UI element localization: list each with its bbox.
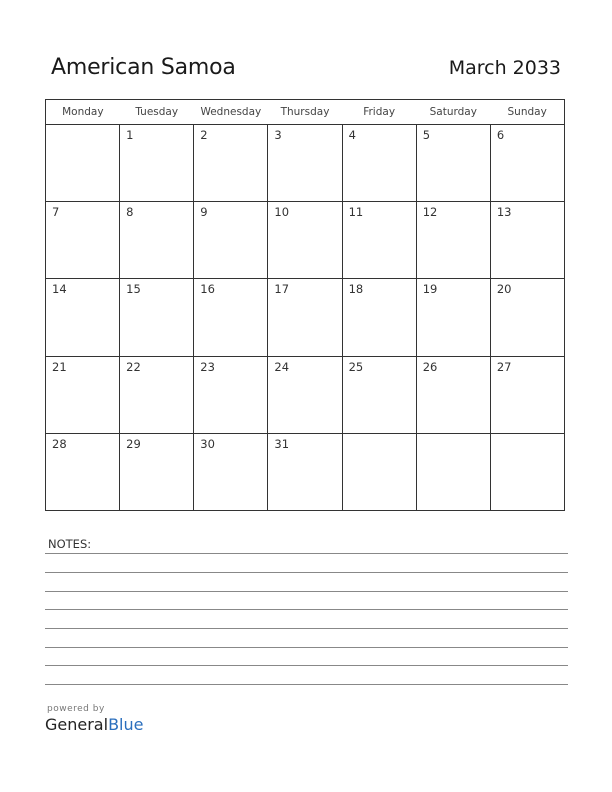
day-cell: 14 — [46, 279, 120, 356]
day-cell: 22 — [120, 356, 194, 433]
weekday-header: Monday — [46, 100, 120, 125]
day-cell: 17 — [268, 279, 342, 356]
notes-label: NOTES: — [48, 537, 92, 551]
day-cell: 28 — [46, 433, 120, 510]
weekday-header: Thursday — [268, 100, 342, 125]
day-cell — [416, 433, 490, 510]
day-cell: 18 — [342, 279, 416, 356]
month-title: March 2033 — [448, 57, 561, 79]
region-title: American Samoa — [51, 55, 236, 80]
week-row — [46, 125, 565, 202]
week-row — [46, 279, 565, 356]
weekday-header: Sunday — [490, 100, 564, 125]
note-line — [45, 665, 568, 666]
day-cell: 21 — [46, 356, 120, 433]
day-cell: 11 — [342, 202, 416, 279]
day-cell: 12 — [416, 202, 490, 279]
day-cell: 16 — [194, 279, 268, 356]
day-cell: 7 — [46, 202, 120, 279]
weekday-header: Friday — [342, 100, 416, 125]
note-line — [45, 628, 568, 629]
note-line — [45, 684, 568, 685]
brand-name — [45, 715, 143, 734]
calendar-grid — [45, 99, 565, 511]
day-cell: 10 — [268, 202, 342, 279]
day-cell: 6 — [490, 125, 564, 202]
week-row — [46, 356, 565, 433]
note-line — [45, 572, 568, 573]
weekday-header: Saturday — [416, 100, 490, 125]
brand-general-text: General — [45, 715, 109, 734]
weekday-header: Wednesday — [194, 100, 268, 125]
week-row — [46, 433, 565, 510]
weekday-header-row — [46, 100, 565, 125]
day-cell: 25 — [342, 356, 416, 433]
day-cell: 8 — [120, 202, 194, 279]
day-cell: 23 — [194, 356, 268, 433]
brand-logo — [45, 704, 143, 734]
day-cell: 15 — [120, 279, 194, 356]
weekday-header: Tuesday — [120, 100, 194, 125]
day-cell: 4 — [342, 125, 416, 202]
day-cell: 13 — [490, 202, 564, 279]
note-line — [45, 609, 568, 610]
day-cell: 1 — [120, 125, 194, 202]
day-cell: 3 — [268, 125, 342, 202]
day-cell: 26 — [416, 356, 490, 433]
day-cell: 9 — [194, 202, 268, 279]
day-cell — [342, 433, 416, 510]
day-cell: 5 — [416, 125, 490, 202]
week-row — [46, 202, 565, 279]
day-cell: 20 — [490, 279, 564, 356]
day-cell: 30 — [194, 433, 268, 510]
day-cell — [46, 125, 120, 202]
day-cell: 24 — [268, 356, 342, 433]
day-cell — [490, 433, 564, 510]
powered-by-text: powered by — [47, 704, 105, 714]
note-line — [45, 553, 568, 554]
day-cell: 27 — [490, 356, 564, 433]
day-cell: 31 — [268, 433, 342, 510]
note-line — [45, 591, 568, 592]
day-cell: 29 — [120, 433, 194, 510]
note-line — [45, 647, 568, 648]
brand-blue-text: Blue — [108, 715, 144, 734]
day-cell: 2 — [194, 125, 268, 202]
day-cell: 19 — [416, 279, 490, 356]
